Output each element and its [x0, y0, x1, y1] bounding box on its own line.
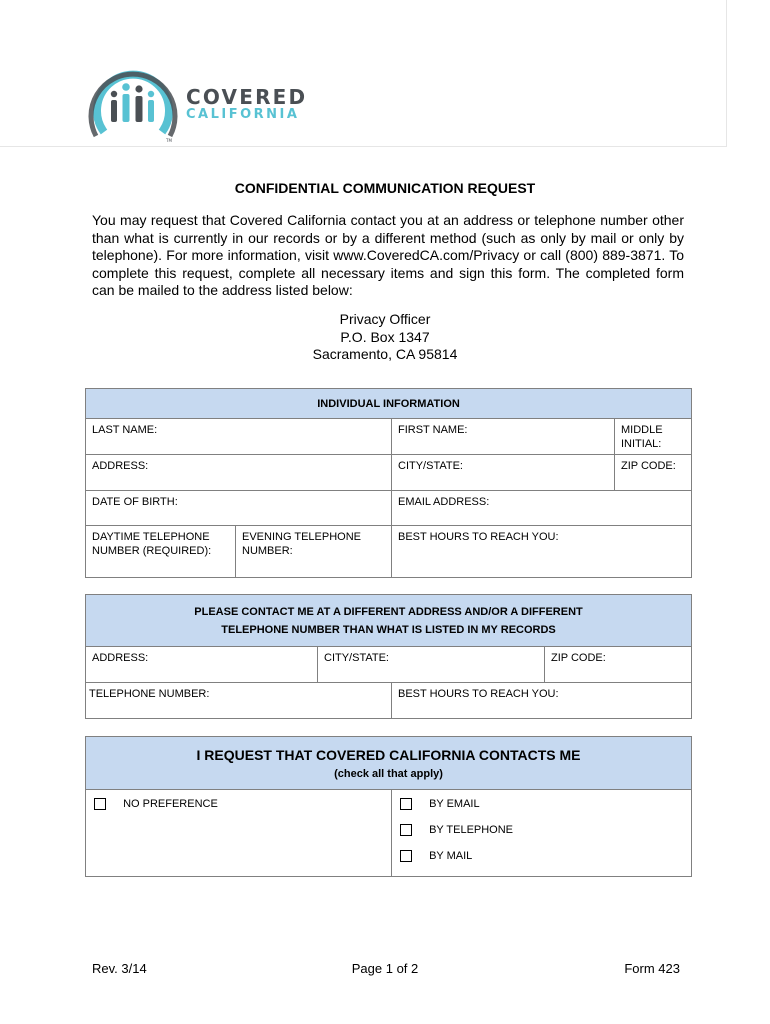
page-title: CONFIDENTIAL COMMUNICATION REQUEST: [234, 180, 536, 196]
alt-best-hours-field[interactable]: [392, 683, 692, 719]
alt-zip-code-field[interactable]: [545, 647, 692, 683]
address-label: ADDRESS:: [92, 460, 149, 472]
contact-method-table: [85, 736, 692, 877]
by-mail-checkbox[interactable]: [400, 850, 412, 862]
logo-text-covered: COVERED: [186, 85, 308, 109]
different-contact-table: [85, 594, 692, 719]
first-name-label: FIRST NAME:: [398, 424, 468, 436]
footer-form-number: Form 423: [624, 961, 680, 976]
city-state-field[interactable]: [392, 455, 615, 491]
middle-initial-field[interactable]: [615, 419, 692, 455]
by-email-checkbox[interactable]: [400, 798, 412, 810]
logo-emblem-icon: [84, 56, 184, 146]
daytime-telephone-label: [86, 526, 235, 558]
evening-telephone-label: [236, 526, 391, 558]
trademark-mark: TM: [166, 138, 172, 143]
logo-text-california: CALIFORNIA: [186, 107, 300, 122]
by-telephone-checkbox[interactable]: [400, 824, 412, 836]
zip-code-field[interactable]: [615, 455, 692, 491]
footer-revision: Rev. 3/14: [92, 961, 147, 976]
email-address-field[interactable]: [392, 491, 692, 526]
no-preference-label: NO PREFERENCE: [123, 798, 218, 811]
alt-city-state-label: CITY/STATE:: [324, 652, 389, 664]
contact-method-heading: [86, 737, 692, 790]
different-contact-heading: [86, 595, 692, 647]
contact-method-subheading: (check all that apply): [334, 767, 443, 780]
best-hours-field[interactable]: [392, 526, 692, 578]
intro-paragraph: You may request that Covered California contact you at an address or telephone number other than what is currently in our records or by a different method (such as only by mail or only by telephone). For more information, visit www.CoveredCA.com/Privacy or call (800) 889-3871. To complete this request, complete all necessary items and sign this form. The completed form can be mailed to the address listed below:: [92, 212, 684, 298]
by-email-option[interactable]: [392, 798, 691, 824]
by-telephone-option[interactable]: [392, 824, 691, 850]
first-name-field[interactable]: [392, 419, 615, 455]
alt-telephone-label: TELEPHONE NUMBER:: [89, 688, 210, 700]
zip-code-label: ZIP CODE:: [621, 460, 676, 472]
last-name-label: LAST NAME:: [92, 424, 158, 436]
best-hours-label: BEST HOURS TO REACH YOU:: [398, 531, 559, 543]
by-telephone-label: BY TELEPHONE: [429, 824, 514, 837]
alt-address-field[interactable]: [86, 647, 318, 683]
address-line-3: Sacramento, CA 95814: [312, 346, 458, 362]
email-address-label: EMAIL ADDRESS:: [398, 496, 490, 508]
address-line-2: P.O. Box 1347: [340, 328, 430, 345]
evening-telephone-label-line-1: EVENING TELEPHONE: [242, 531, 361, 543]
no-preference-cell: [86, 790, 392, 877]
last-name-field[interactable]: [86, 419, 392, 455]
alt-address-label: ADDRESS:: [92, 652, 149, 664]
alt-telephone-field[interactable]: [86, 683, 392, 719]
individual-information-table: [85, 388, 692, 578]
date-of-birth-label: DATE OF BIRTH:: [92, 496, 178, 508]
by-mail-label: BY MAIL: [429, 850, 473, 863]
alt-best-hours-label: BEST HOURS TO REACH YOU:: [398, 688, 559, 700]
by-mail-option[interactable]: [392, 850, 691, 876]
city-state-label: CITY/STATE:: [398, 460, 463, 472]
covered-california-logo: [84, 56, 308, 146]
daytime-telephone-field[interactable]: [86, 526, 236, 578]
address-line-1: Privacy Officer: [339, 311, 431, 327]
different-contact-heading-line-2: TELEPHONE NUMBER THAN WHAT IS LISTED IN MY RECORDS: [221, 623, 556, 636]
address-field[interactable]: [86, 455, 392, 491]
individual-information-heading: INDIVIDUAL INFORMATION: [86, 389, 692, 419]
daytime-telephone-label-line-1: DAYTIME TELEPHONE: [92, 531, 210, 543]
alt-city-state-field[interactable]: [318, 647, 545, 683]
footer-page-number: Page 1 of 2: [351, 961, 419, 976]
evening-telephone-label-line-2: NUMBER:: [242, 545, 293, 557]
contact-options-cell: [392, 790, 692, 877]
middle-initial-label: MIDDLE INITIAL:: [621, 424, 663, 450]
no-preference-option[interactable]: [86, 790, 391, 824]
alt-zip-code-label: ZIP CODE:: [551, 652, 606, 664]
date-of-birth-field[interactable]: [86, 491, 392, 526]
no-preference-checkbox[interactable]: [94, 798, 106, 810]
different-contact-heading-line-1: PLEASE CONTACT ME AT A DIFFERENT ADDRESS AND/OR A DIFFERENT: [194, 605, 583, 618]
evening-telephone-field[interactable]: [236, 526, 392, 578]
daytime-telephone-label-line-2: NUMBER (REQUIRED):: [92, 545, 212, 557]
contact-method-heading-title: I REQUEST THAT COVERED CALIFORNIA CONTACTS ME: [196, 746, 581, 763]
by-email-label: BY EMAIL: [429, 798, 480, 811]
mailing-address: [0, 311, 770, 364]
